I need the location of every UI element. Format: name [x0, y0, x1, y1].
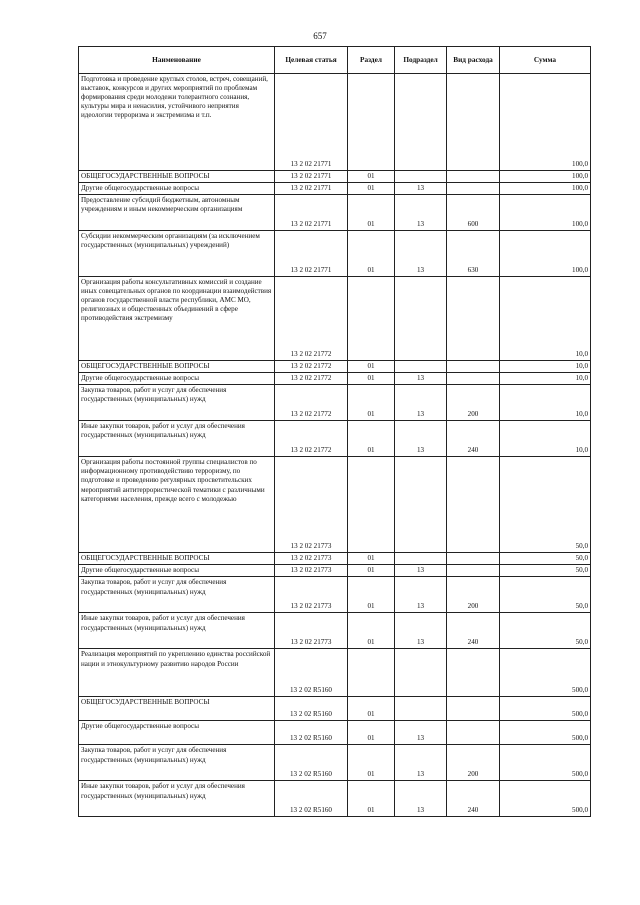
cell-name: Иные закупки товаров, работ и услуг для обеспечения государственных (муниципальных) нужд	[79, 613, 275, 649]
cell-sum: 50,0	[500, 553, 591, 565]
cell-sum: 100,0	[500, 231, 591, 277]
cell-expense-type: 240	[447, 781, 500, 817]
cell-article: 13 2 02 21773	[275, 577, 348, 613]
cell-sum: 500,0	[500, 721, 591, 745]
cell-name: ОБЩЕГОСУДАРСТВЕННЫЕ ВОПРОСЫ	[79, 361, 275, 373]
header-section: Раздел	[348, 47, 395, 74]
cell-section: 01	[348, 421, 395, 457]
cell-section: 01	[348, 373, 395, 385]
cell-subsection: 13	[395, 183, 447, 195]
cell-article: 13 2 02 21773	[275, 553, 348, 565]
cell-section: 01	[348, 721, 395, 745]
cell-subsection	[395, 74, 447, 171]
cell-section: 01	[348, 385, 395, 421]
cell-section	[348, 277, 395, 361]
cell-subsection	[395, 457, 447, 553]
cell-name: ОБЩЕГОСУДАРСТВЕННЫЕ ВОПРОСЫ	[79, 553, 275, 565]
cell-section	[348, 649, 395, 697]
table-row	[79, 565, 591, 577]
cell-expense-type	[447, 565, 500, 577]
cell-sum: 50,0	[500, 577, 591, 613]
header-subsection: Подраздел	[395, 47, 447, 74]
cell-name: Закупка товаров, работ и услуг для обеспечения государственных (муниципальных) нужд	[79, 385, 275, 421]
cell-expense-type	[447, 457, 500, 553]
cell-section: 01	[348, 613, 395, 649]
cell-subsection: 13	[395, 613, 447, 649]
cell-article: 13 2 02 21772	[275, 421, 348, 457]
cell-section	[348, 74, 395, 171]
cell-sum: 10,0	[500, 385, 591, 421]
cell-subsection: 13	[395, 373, 447, 385]
cell-article: 13 2 02 R5160	[275, 721, 348, 745]
table-header-row	[79, 47, 591, 74]
cell-expense-type	[447, 697, 500, 721]
cell-sum: 50,0	[500, 565, 591, 577]
cell-expense-type	[447, 721, 500, 745]
table-row	[79, 613, 591, 649]
table-row	[79, 421, 591, 457]
cell-expense-type: 200	[447, 385, 500, 421]
header-article: Целевая статья	[275, 47, 348, 74]
cell-subsection: 13	[395, 781, 447, 817]
cell-section: 01	[348, 231, 395, 277]
cell-name: Организация работы консультативных комиссий и создание иных совещательных органов по координации взаимодействия органов государственной власти республики, АМС МО, религиозных и общественных объединений в сфере противодействия экстремизму	[79, 277, 275, 361]
cell-sum: 50,0	[500, 613, 591, 649]
cell-section: 01	[348, 553, 395, 565]
cell-name: ОБЩЕГОСУДАРСТВЕННЫЕ ВОПРОСЫ	[79, 697, 275, 721]
cell-article: 13 2 02 21771	[275, 183, 348, 195]
cell-article: 13 2 02 21771	[275, 195, 348, 231]
cell-section: 01	[348, 577, 395, 613]
cell-expense-type	[447, 183, 500, 195]
cell-subsection: 13	[395, 577, 447, 613]
table-row	[79, 721, 591, 745]
table-row	[79, 171, 591, 183]
cell-article: 13 2 02 21772	[275, 385, 348, 421]
cell-subsection: 13	[395, 565, 447, 577]
cell-name: Закупка товаров, работ и услуг для обеспечения государственных (муниципальных) нужд	[79, 745, 275, 781]
cell-sum: 500,0	[500, 697, 591, 721]
cell-name: Другие общегосударственные вопросы	[79, 565, 275, 577]
cell-sum: 500,0	[500, 781, 591, 817]
table-row	[79, 361, 591, 373]
cell-article: 13 2 02 R5160	[275, 745, 348, 781]
cell-article: 13 2 02 21771	[275, 171, 348, 183]
cell-name: Другие общегосударственные вопросы	[79, 721, 275, 745]
cell-name: Предоставление субсидий бюджетным, автономным учреждениям и иным некоммерческим организациям	[79, 195, 275, 231]
header-sum: Сумма	[500, 47, 591, 74]
table-row	[79, 577, 591, 613]
cell-section	[348, 457, 395, 553]
cell-expense-type: 200	[447, 745, 500, 781]
table-row	[79, 745, 591, 781]
table-row	[79, 277, 591, 361]
cell-expense-type	[447, 649, 500, 697]
cell-subsection	[395, 361, 447, 373]
cell-sum: 10,0	[500, 277, 591, 361]
cell-expense-type: 600	[447, 195, 500, 231]
cell-subsection: 13	[395, 421, 447, 457]
cell-sum: 500,0	[500, 745, 591, 781]
cell-name: Иные закупки товаров, работ и услуг для обеспечения государственных (муниципальных) нужд	[79, 781, 275, 817]
table-row	[79, 457, 591, 553]
table-row	[79, 553, 591, 565]
cell-article: 13 2 02 21772	[275, 373, 348, 385]
table-row	[79, 373, 591, 385]
cell-section: 01	[348, 781, 395, 817]
cell-subsection: 13	[395, 745, 447, 781]
page-number: 657	[313, 31, 327, 41]
table-row	[79, 781, 591, 817]
cell-expense-type	[447, 171, 500, 183]
cell-name: Организация работы постоянной группы специалистов по информационному противодействию терроризму, по подготовке и проведению регулярных просветительских мероприятий антитеррористической тематики с различными категориями населения, прежде всего с молодежью	[79, 457, 275, 553]
cell-article: 13 2 02 21772	[275, 277, 348, 361]
cell-name: ОБЩЕГОСУДАРСТВЕННЫЕ ВОПРОСЫ	[79, 171, 275, 183]
cell-subsection: 13	[395, 231, 447, 277]
cell-name: Реализация мероприятий по укреплению единства российской нации и этнокультурному развитию народов России	[79, 649, 275, 697]
cell-section: 01	[348, 361, 395, 373]
cell-sum: 100,0	[500, 183, 591, 195]
cell-sum: 500,0	[500, 649, 591, 697]
cell-sum: 100,0	[500, 171, 591, 183]
cell-expense-type: 240	[447, 613, 500, 649]
cell-article: 13 2 02 21772	[275, 361, 348, 373]
cell-expense-type: 200	[447, 577, 500, 613]
cell-sum: 10,0	[500, 361, 591, 373]
cell-subsection	[395, 553, 447, 565]
table-row	[79, 649, 591, 697]
cell-sum: 50,0	[500, 457, 591, 553]
cell-article: 13 2 02 21773	[275, 613, 348, 649]
cell-section: 01	[348, 565, 395, 577]
cell-expense-type	[447, 361, 500, 373]
cell-subsection: 13	[395, 385, 447, 421]
cell-section: 01	[348, 183, 395, 195]
cell-article: 13 2 02 21773	[275, 565, 348, 577]
cell-section: 01	[348, 697, 395, 721]
header-name: Наименование	[79, 47, 275, 74]
cell-name: Другие общегосударственные вопросы	[79, 183, 275, 195]
table-row	[79, 74, 591, 171]
cell-subsection	[395, 697, 447, 721]
table-row	[79, 183, 591, 195]
cell-subsection: 13	[395, 721, 447, 745]
cell-name: Закупка товаров, работ и услуг для обеспечения государственных (муниципальных) нужд	[79, 577, 275, 613]
table-row	[79, 697, 591, 721]
cell-name: Иные закупки товаров, работ и услуг для обеспечения государственных (муниципальных) нужд	[79, 421, 275, 457]
cell-section: 01	[348, 195, 395, 231]
cell-name: Подготовка и проведение круглых столов, встреч, совещаний, выставок, конкурсов и других мероприятий по проблемам формирования среди молодежи толерантного сознания, культуры мира и ненасилия, устойчивого неприятия идеологии терроризма и экстремизма и т.п.	[79, 74, 275, 171]
cell-subsection	[395, 171, 447, 183]
cell-expense-type	[447, 553, 500, 565]
header-expense-type: Вид расхода	[447, 47, 500, 74]
cell-name: Другие общегосударственные вопросы	[79, 373, 275, 385]
table-row	[79, 195, 591, 231]
cell-sum: 10,0	[500, 421, 591, 457]
cell-sum: 100,0	[500, 74, 591, 171]
cell-expense-type	[447, 74, 500, 171]
table-row	[79, 385, 591, 421]
cell-expense-type: 630	[447, 231, 500, 277]
cell-name: Субсидии некоммерческим организациям (за исключением государственных (муниципальных) учреждений)	[79, 231, 275, 277]
cell-article: 13 2 02 21773	[275, 457, 348, 553]
budget-table	[78, 46, 591, 817]
cell-sum: 100,0	[500, 195, 591, 231]
cell-subsection	[395, 649, 447, 697]
cell-article: 13 2 02 R5160	[275, 781, 348, 817]
cell-section: 01	[348, 745, 395, 781]
table-row	[79, 231, 591, 277]
cell-section: 01	[348, 171, 395, 183]
cell-sum: 10,0	[500, 373, 591, 385]
cell-expense-type: 240	[447, 421, 500, 457]
cell-subsection: 13	[395, 195, 447, 231]
cell-article: 13 2 02 R5160	[275, 697, 348, 721]
cell-subsection	[395, 277, 447, 361]
cell-article: 13 2 02 21771	[275, 74, 348, 171]
cell-article: 13 2 02 R5160	[275, 649, 348, 697]
cell-article: 13 2 02 21771	[275, 231, 348, 277]
cell-expense-type	[447, 277, 500, 361]
cell-expense-type	[447, 373, 500, 385]
